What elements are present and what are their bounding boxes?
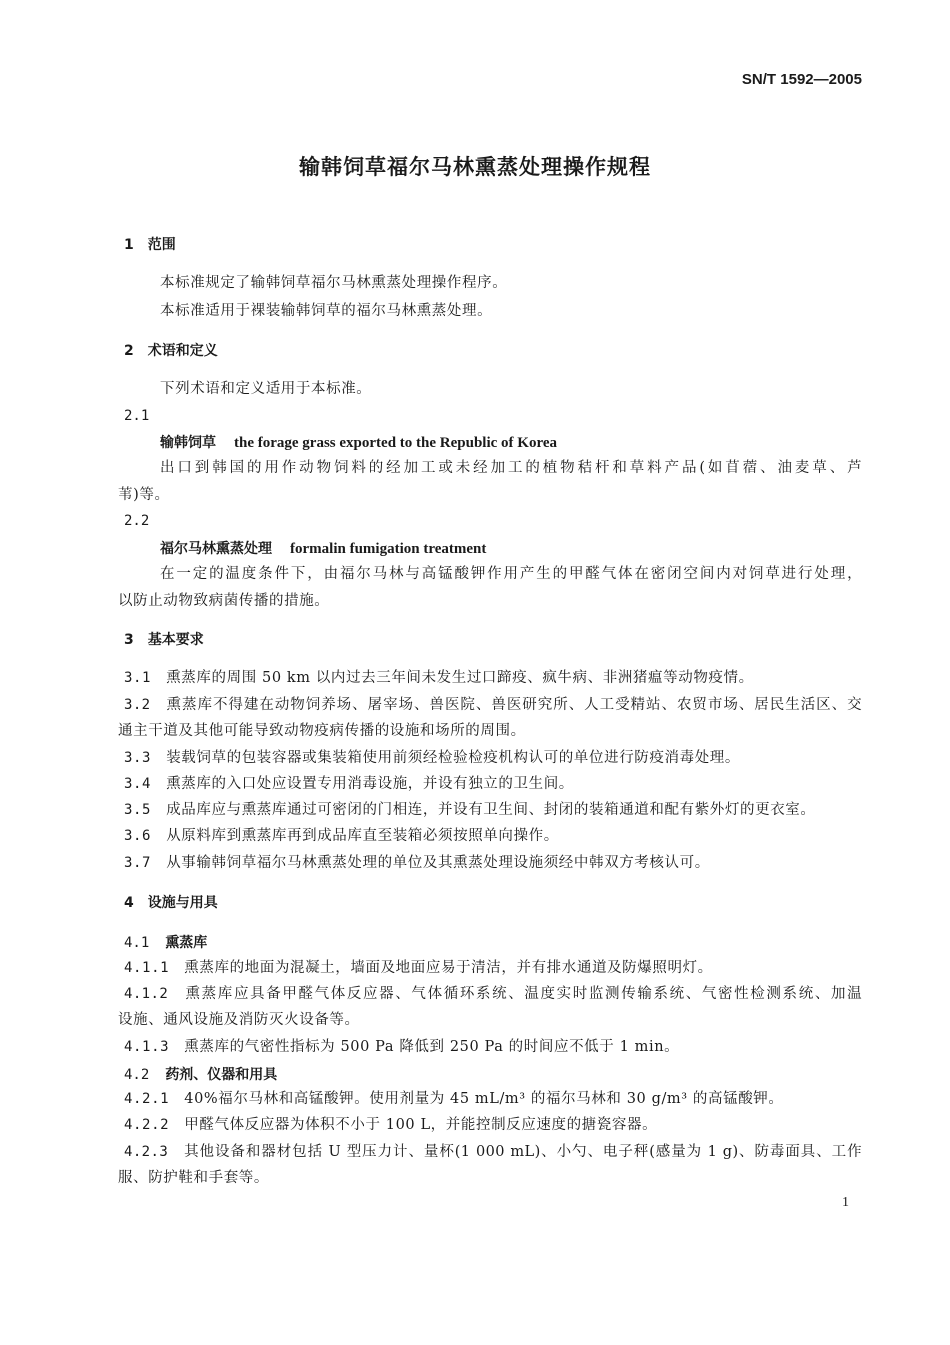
clause-text: 从事输韩饲草福尔马林熏蒸处理的单位及其熏蒸处理设施须经中韩双方考核认可。 bbox=[166, 855, 710, 871]
term-definition: 在一定的温度条件下，由福尔马林与高锰酸钾作用产生的甲醛气体在密闭空间内对饲草进行处理， bbox=[160, 566, 862, 582]
clause-number: 3.3 bbox=[124, 750, 152, 766]
term-definition: 出口到韩国的用作动物饲料的经加工或未经加工的植物秸杆和草料产品(如苜蓿、油麦草、芦 bbox=[160, 460, 862, 476]
clause-number: 4.1.3 bbox=[124, 1039, 170, 1055]
clause-3-2 bbox=[118, 698, 862, 713]
section-3-heading: 3 基本要求 bbox=[124, 632, 204, 648]
term-2-2 bbox=[160, 540, 486, 557]
standard-number: SN/T 1592—2005 bbox=[741, 71, 862, 88]
clause-text: 40%福尔马林和高锰酸钾。使用剂量为 45 mL/m³ 的福尔马林和 30 g/m³ 的高锰酸钾。 bbox=[184, 1091, 784, 1107]
clause-3-3 bbox=[124, 751, 740, 766]
clause-4-2-2 bbox=[124, 1118, 657, 1133]
clause-number: 4.1 bbox=[124, 935, 150, 951]
clause-text: 从原料库到熏蒸库再到成品库直至装箱必须按照单向操作。 bbox=[166, 828, 559, 844]
clause-number: 4.2.3 bbox=[124, 1144, 169, 1160]
clause-3-1 bbox=[124, 671, 754, 686]
clause-text: 装载饲草的包装容器或集装箱使用前须经检验检疫机构认可的单位进行防疫消毒处理。 bbox=[166, 750, 740, 766]
clause-number: 4.1.2 bbox=[124, 986, 169, 1002]
term-definition: 苇)等。 bbox=[118, 487, 170, 503]
section-2-heading: 2 术语和定义 bbox=[124, 343, 218, 359]
term-2-1 bbox=[160, 434, 557, 451]
clause-text: 服、防护鞋和手套等。 bbox=[118, 1170, 269, 1186]
clause-number: 2.1 bbox=[124, 408, 150, 424]
clause-text: 甲醛气体反应器为体积不小于 100 L，并能控制反应速度的搪瓷容器。 bbox=[184, 1117, 658, 1133]
term-definition: 以防止动物致病菌传播的措施。 bbox=[118, 593, 330, 609]
clause-4-2-1 bbox=[124, 1092, 784, 1107]
clause-text: 其他设备和器材包括 U 型压力计、量杯(1 000 mL)、小勺、电子秤(感量为 1 g)、防毒面具、工作 bbox=[184, 1144, 862, 1160]
section-1-paragraph: 本标准规定了输韩饲草福尔马林熏蒸处理操作程序。 bbox=[160, 275, 508, 291]
subsection-title: 药剂、仪器和用具 bbox=[165, 1067, 278, 1083]
clause-text: 熏蒸库的气密性指标为 500 Pa 降低到 250 Pa 的时间应不低于 1 min。 bbox=[184, 1039, 680, 1055]
clause-number: 4.2.1 bbox=[124, 1091, 170, 1107]
clause-4-1-2 bbox=[118, 987, 862, 1002]
section-1-paragraph: 本标准适用于裸装输韩饲草的福尔马林熏蒸处理。 bbox=[160, 303, 493, 319]
clause-3-4 bbox=[124, 777, 574, 792]
clause-number: 3.4 bbox=[124, 776, 152, 792]
clause-number: 4.2.2 bbox=[124, 1117, 170, 1133]
subsection-title: 熏蒸库 bbox=[165, 935, 208, 951]
section-1-heading: 1 范围 bbox=[124, 237, 176, 253]
clause-text: 熏蒸库的入口处应设置专用消毒设施，并设有独立的卫生间。 bbox=[166, 776, 574, 792]
clause-4-1-1 bbox=[124, 961, 713, 976]
clause-text: 熏蒸库不得建在动物饲养场、屠宰场、兽医院、兽医研究所、人工受精站、农贸市场、居民生活区、交 bbox=[166, 697, 863, 713]
clause-number: 4.1.1 bbox=[124, 960, 170, 976]
clause-3-5 bbox=[124, 803, 816, 818]
clause-text: 熏蒸库的周围 50 km 以内过去三年间未发生过口蹄疫、疯牛病、非洲猪瘟等动物疫情。 bbox=[166, 670, 754, 686]
clause-number: 3.5 bbox=[124, 802, 152, 818]
clause-4-2-3 bbox=[118, 1145, 862, 1160]
term-english: the forage grass exported to the Republic of Korea bbox=[234, 435, 557, 451]
clause-text: 通主干道及其他可能导致动物疫病传播的设施和场所的周围。 bbox=[118, 723, 526, 739]
clause-text: 成品库应与熏蒸库通过可密闭的门相连，并设有卫生间、封闭的装箱通道和配有紫外灯的更衣室。 bbox=[166, 802, 816, 818]
clause-number: 4.2 bbox=[124, 1067, 150, 1083]
clause-text: 设施、通风设施及消防灭火设备等。 bbox=[118, 1012, 360, 1028]
clause-text: 熏蒸库的地面为混凝土，墙面及地面应易于清洁，并有排水通道及防爆照明灯。 bbox=[184, 960, 713, 976]
clause-number: 3.2 bbox=[124, 697, 151, 713]
section-4-heading: 4 设施与用具 bbox=[124, 895, 218, 911]
section-2-intro: 下列术语和定义适用于本标准。 bbox=[160, 381, 372, 397]
page-number: 1 bbox=[842, 1195, 849, 1210]
clause-number: 3.1 bbox=[124, 670, 152, 686]
subsection-4-2 bbox=[124, 1066, 277, 1082]
clause-number: 3.7 bbox=[124, 855, 152, 871]
subsection-4-1 bbox=[124, 934, 207, 950]
clause-number: 3.6 bbox=[124, 828, 152, 844]
term-chinese: 福尔马林熏蒸处理 bbox=[160, 541, 272, 557]
clause-3-7 bbox=[124, 856, 710, 871]
document-title: 输韩饲草福尔马林熏蒸处理操作规程 bbox=[299, 155, 651, 179]
clause-4-1-3 bbox=[124, 1040, 679, 1055]
clause-text: 熏蒸库应具备甲醛气体反应器、气体循环系统、温度实时监测传输系统、气密性检测系统、加温 bbox=[185, 986, 862, 1002]
clause-3-6 bbox=[124, 829, 559, 844]
term-chinese: 输韩饲草 bbox=[160, 435, 216, 451]
term-english: formalin fumigation treatment bbox=[290, 541, 487, 557]
clause-number: 2.2 bbox=[124, 513, 150, 529]
